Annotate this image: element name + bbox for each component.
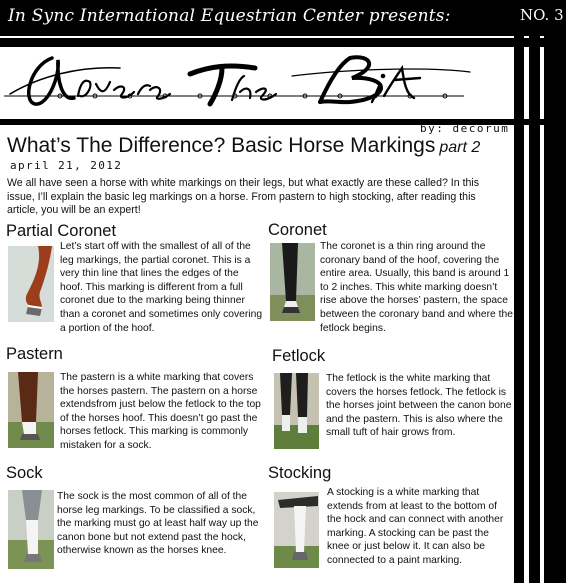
section-text-stocking: A stocking is a white marking that extends from at least to the bottom of the hock and can connect with another marking. A stocking can be past the knee or just below it. It can also be connected to a paint marking. bbox=[327, 487, 504, 566]
section-title-coronet: Coronet bbox=[268, 221, 327, 239]
coronet-photo bbox=[270, 243, 315, 321]
article-title-text: What’s The Difference? Basic Horse Markings bbox=[7, 134, 436, 157]
section-text-partial-coronet: Let’s start off with the smallest of all of the leg markings, the partial coronet. This is a very thin line that lines the edges of the hoof. This marking is different from a full coronet due to the marking being thinner than a coronet and sometimes only covering a portion of the hoof. bbox=[60, 241, 263, 334]
byline: by: decorum bbox=[420, 122, 510, 135]
sock-photo bbox=[8, 490, 54, 569]
frame-right-strip bbox=[544, 30, 566, 583]
section-text-pastern: The pastern is a white marking that covers the horses pastern. The pastern on a horse extendsfrom just below the fetlock to the top of the horses hoof. This doesn’t go past the horses fetlock. This marking is commonly mistaken for a sock. bbox=[60, 372, 261, 451]
article-date: april 21, 2012 bbox=[10, 159, 123, 172]
section-title-stocking: Stocking bbox=[268, 464, 332, 482]
frame-right-bar-inner bbox=[529, 30, 540, 583]
article-intro: We all have seen a horse with white markings on their legs, but what exactly are these called? In this issue, I’ll explain the basic leg markings on a horse. From pastern to high stocking, after reading this article, you will be an expert! bbox=[7, 177, 480, 216]
section-title-fetlock: Fetlock bbox=[272, 347, 326, 365]
issue-number: NO. 3 bbox=[520, 6, 564, 24]
section-text-fetlock: The fetlock is the white marking that covers the horses fetlock. The fetlock is the horses joint between the canon bone and the pastern. This is also where the small tuft of hair grows from. bbox=[326, 373, 512, 439]
section-text-coronet: The coronet is a thin ring around the coronary band of the hoof, covering the entire area. Usually, this band is around 1 to 2 inches. This white marking doesn’t rise above the horses’ pastern, the space between the coronary band and where the fetlock begins. bbox=[320, 241, 513, 334]
pastern-photo bbox=[8, 372, 54, 448]
article-part: part 2 bbox=[439, 139, 481, 156]
section-text-sock: The sock is the most common of all of the horse leg markings. To be classified a sock, the marking must go at least half way up the canon bone but not extend past the hock, otherwise known as the horses knee. bbox=[57, 491, 259, 557]
presenter-line: In Sync International Equestrian Center presents: bbox=[8, 6, 451, 26]
section-title-sock: Sock bbox=[6, 464, 43, 482]
masthead-title-logo bbox=[0, 46, 514, 108]
fetlock-photo bbox=[274, 373, 319, 449]
section-title-pastern: Pastern bbox=[6, 345, 63, 363]
article-title bbox=[7, 134, 480, 158]
partial-coronet-photo bbox=[8, 246, 54, 322]
section-title-partial-coronet: Partial Coronet bbox=[6, 222, 117, 240]
frame-right-bar bbox=[514, 0, 524, 583]
stocking-photo bbox=[274, 492, 319, 568]
